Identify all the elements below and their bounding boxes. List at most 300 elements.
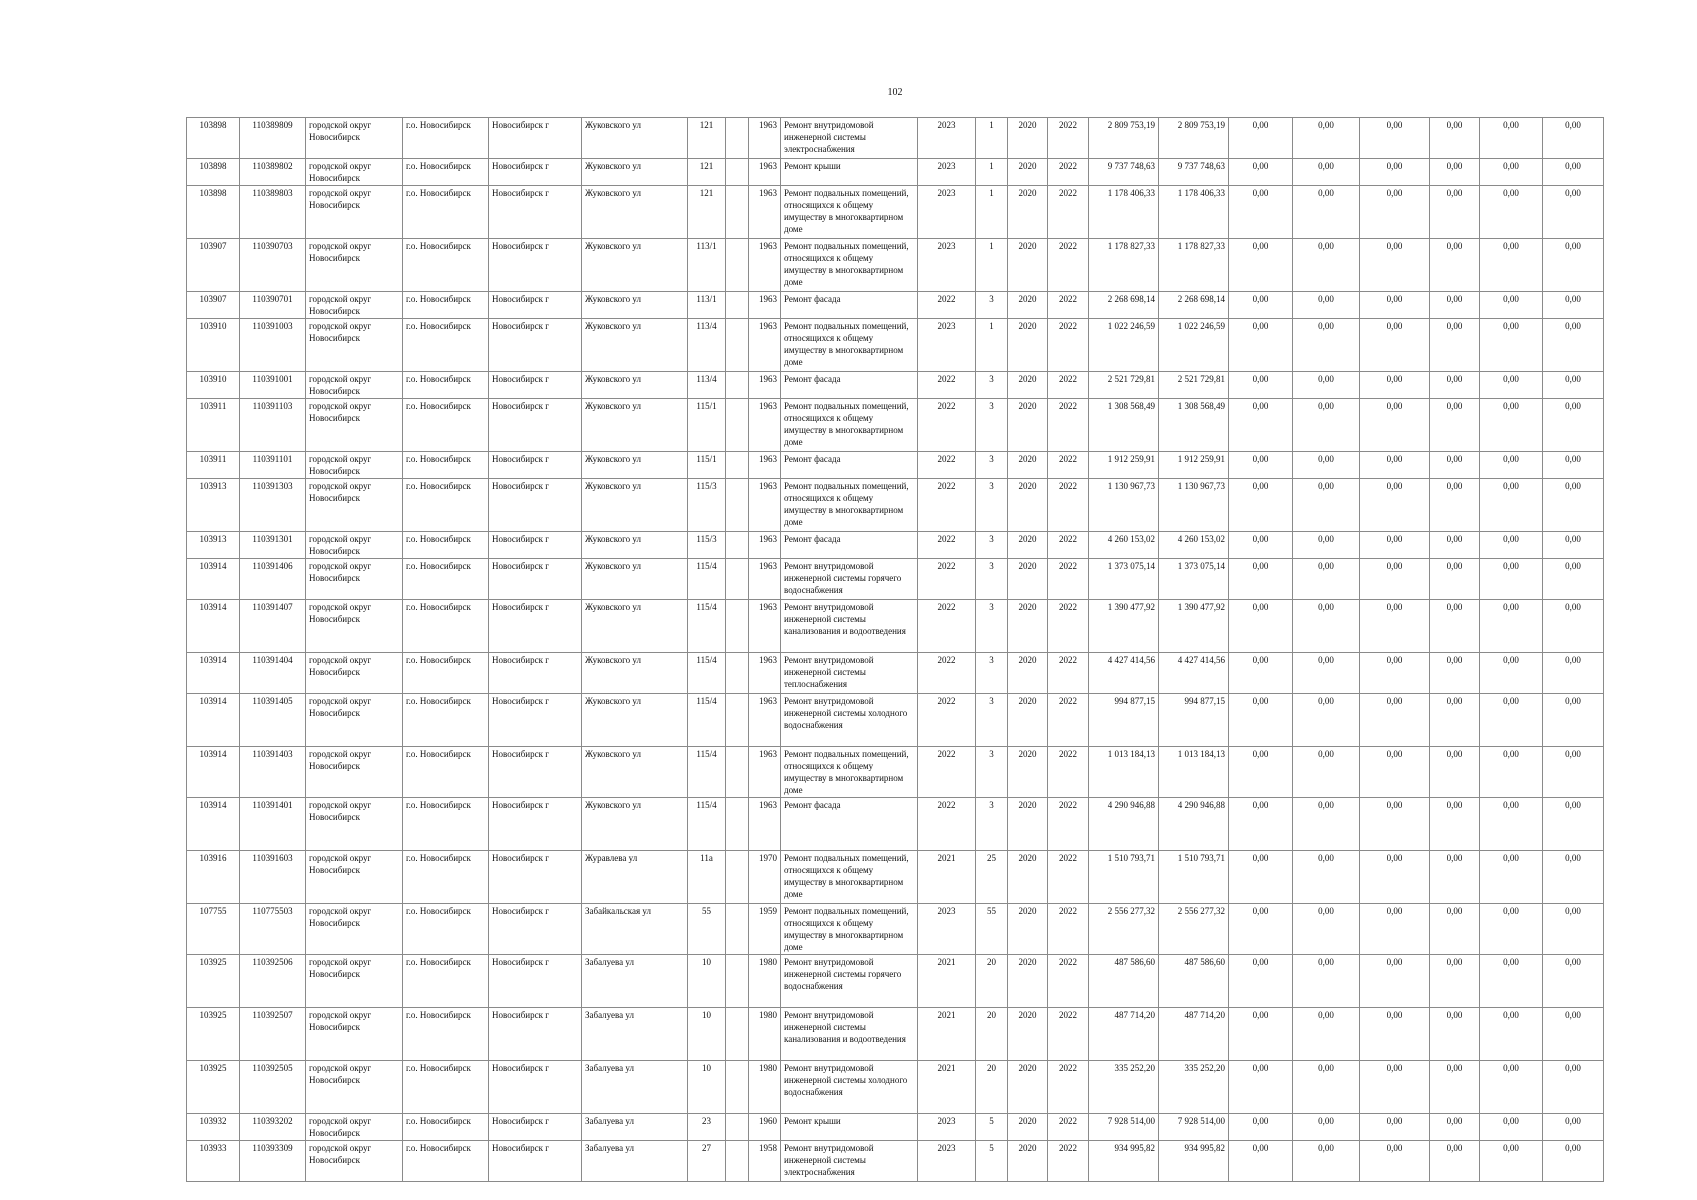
cell-value-5: 0,00: [1480, 186, 1543, 239]
cell-value-2: 0,00: [1293, 159, 1360, 186]
cell-district: г.о. Новосибирск: [403, 851, 489, 904]
cell-building: [726, 851, 749, 904]
cell-value-4: 0,00: [1430, 559, 1480, 600]
cell-object-id: 103914: [187, 559, 240, 600]
cell-city: Новосибирск г: [489, 292, 582, 319]
cell-building: [726, 118, 749, 159]
cell-plan-year: 2021: [918, 1061, 976, 1114]
cell-work-id: 110391401: [240, 798, 306, 851]
cell-start-year: 2020: [1008, 600, 1048, 653]
cell-value-5: 0,00: [1480, 292, 1543, 319]
cell-work-type: Ремонт крыши: [781, 159, 918, 186]
cell-end-year: 2022: [1048, 955, 1089, 1008]
cell-municipality: городской округ Новосибирск: [306, 159, 403, 186]
cell-priority: 3: [976, 532, 1008, 559]
cell-value-2: 0,00: [1293, 747, 1360, 798]
cell-house: 115/3: [688, 479, 726, 532]
cell-value-1: 0,00: [1229, 653, 1293, 694]
cell-district: г.о. Новосибирск: [403, 1114, 489, 1141]
cell-building: [726, 1114, 749, 1141]
cell-object-id: 103925: [187, 955, 240, 1008]
cell-street: Жуковского ул: [582, 653, 688, 694]
cell-cost-total: 487 714,20: [1089, 1008, 1159, 1061]
cell-object-id: 103910: [187, 372, 240, 399]
cell-value-5: 0,00: [1480, 399, 1543, 452]
cell-municipality: городской округ Новосибирск: [306, 532, 403, 559]
cell-value-6: 0,00: [1543, 452, 1604, 479]
cell-district: г.о. Новосибирск: [403, 694, 489, 747]
cell-cost-total: 1 510 793,71: [1089, 851, 1159, 904]
cell-object-id: 103914: [187, 694, 240, 747]
cell-end-year: 2022: [1048, 1061, 1089, 1114]
cell-value-6: 0,00: [1543, 239, 1604, 292]
cell-house: 10: [688, 955, 726, 1008]
cell-street: Жуковского ул: [582, 399, 688, 452]
cell-work-id: 110391001: [240, 372, 306, 399]
cell-street: Забалуева ул: [582, 1141, 688, 1182]
cell-value-6: 0,00: [1543, 1008, 1604, 1061]
cell-street: Жуковского ул: [582, 186, 688, 239]
cell-municipality: городской округ Новосибирск: [306, 186, 403, 239]
cell-city: Новосибирск г: [489, 904, 582, 955]
cell-value-3: 0,00: [1360, 399, 1430, 452]
cell-value-6: 0,00: [1543, 955, 1604, 1008]
cell-value-4: 0,00: [1430, 1008, 1480, 1061]
cell-city: Новосибирск г: [489, 694, 582, 747]
cell-cost-total: 335 252,20: [1089, 1061, 1159, 1114]
cell-priority: 1: [976, 239, 1008, 292]
cell-cost-fund: 2 521 729,81: [1159, 372, 1229, 399]
cell-municipality: городской округ Новосибирск: [306, 118, 403, 159]
table-row: [187, 532, 1604, 559]
cell-value-2: 0,00: [1293, 372, 1360, 399]
cell-cost-total: 1 130 967,73: [1089, 479, 1159, 532]
cell-value-6: 0,00: [1543, 186, 1604, 239]
cell-cost-total: 4 427 414,56: [1089, 653, 1159, 694]
cell-start-year: 2020: [1008, 798, 1048, 851]
cell-value-3: 0,00: [1360, 239, 1430, 292]
page-number: 102: [887, 87, 903, 98]
cell-work-type: Ремонт подвальных помещений, относящихся к общему имуществу в многоквартирном доме: [781, 479, 918, 532]
cell-value-2: 0,00: [1293, 559, 1360, 600]
cell-work-id: 110391303: [240, 479, 306, 532]
cell-plan-year: 2021: [918, 955, 976, 1008]
cell-cost-fund: 1 390 477,92: [1159, 600, 1229, 653]
cell-cost-total: 4 290 946,88: [1089, 798, 1159, 851]
cell-street: Жуковского ул: [582, 559, 688, 600]
cell-building: [726, 159, 749, 186]
cell-work-type: Ремонт внутридомовой инженерной системы электроснабжения: [781, 1141, 918, 1182]
cell-value-1: 0,00: [1229, 1114, 1293, 1141]
cell-object-id: 103907: [187, 292, 240, 319]
cell-cost-total: 934 995,82: [1089, 1141, 1159, 1182]
table-row: [187, 1008, 1604, 1061]
cell-value-2: 0,00: [1293, 292, 1360, 319]
cell-city: Новосибирск г: [489, 239, 582, 292]
cell-city: Новосибирск г: [489, 851, 582, 904]
cell-value-1: 0,00: [1229, 159, 1293, 186]
cell-cost-fund: 1 022 246,59: [1159, 319, 1229, 372]
cell-district: г.о. Новосибирск: [403, 955, 489, 1008]
cell-street: Жуковского ул: [582, 239, 688, 292]
cell-value-2: 0,00: [1293, 1008, 1360, 1061]
cell-value-5: 0,00: [1480, 798, 1543, 851]
cell-plan-year: 2022: [918, 747, 976, 798]
cell-value-3: 0,00: [1360, 798, 1430, 851]
cell-value-2: 0,00: [1293, 1141, 1360, 1182]
cell-work-id: 110391101: [240, 452, 306, 479]
cell-value-3: 0,00: [1360, 372, 1430, 399]
table-row: [187, 372, 1604, 399]
cell-district: г.о. Новосибирск: [403, 239, 489, 292]
cell-cost-total: 7 928 514,00: [1089, 1114, 1159, 1141]
cell-value-1: 0,00: [1229, 452, 1293, 479]
cell-value-2: 0,00: [1293, 239, 1360, 292]
cell-start-year: 2020: [1008, 292, 1048, 319]
cell-house: 115/4: [688, 559, 726, 600]
cell-start-year: 2020: [1008, 118, 1048, 159]
cell-priority: 25: [976, 851, 1008, 904]
cell-street: Жуковского ул: [582, 372, 688, 399]
cell-building: [726, 1061, 749, 1114]
cell-start-year: 2020: [1008, 559, 1048, 600]
cell-plan-year: 2021: [918, 1008, 976, 1061]
cell-end-year: 2022: [1048, 1114, 1089, 1141]
cell-cost-fund: 4 427 414,56: [1159, 653, 1229, 694]
cell-value-6: 0,00: [1543, 1141, 1604, 1182]
cell-work-type: Ремонт внутридомовой инженерной системы канализования и водоотведения: [781, 1008, 918, 1061]
cell-value-1: 0,00: [1229, 1061, 1293, 1114]
cell-work-type: Ремонт подвальных помещений, относящихся к общему имуществу в многоквартирном доме: [781, 319, 918, 372]
cell-house: 113/1: [688, 239, 726, 292]
cell-work-type: Ремонт внутридомовой инженерной системы горячего водоснабжения: [781, 559, 918, 600]
cell-value-5: 0,00: [1480, 118, 1543, 159]
cell-municipality: городской округ Новосибирск: [306, 904, 403, 955]
cell-value-5: 0,00: [1480, 479, 1543, 532]
cell-value-6: 0,00: [1543, 600, 1604, 653]
cell-priority: 20: [976, 1008, 1008, 1061]
cell-cost-total: 2 556 277,32: [1089, 904, 1159, 955]
cell-cost-fund: 1 130 967,73: [1159, 479, 1229, 532]
cell-priority: 1: [976, 319, 1008, 372]
cell-start-year: 2020: [1008, 159, 1048, 186]
cell-year-built: 1980: [749, 1008, 781, 1061]
cell-value-5: 0,00: [1480, 319, 1543, 372]
cell-building: [726, 559, 749, 600]
cell-work-type: Ремонт внутридомовой инженерной системы канализования и водоотведения: [781, 600, 918, 653]
cell-end-year: 2022: [1048, 479, 1089, 532]
table-row: [187, 292, 1604, 319]
cell-street: Жуковского ул: [582, 747, 688, 798]
cell-value-4: 0,00: [1430, 955, 1480, 1008]
cell-district: г.о. Новосибирск: [403, 452, 489, 479]
cell-municipality: городской округ Новосибирск: [306, 1114, 403, 1141]
cell-work-type: Ремонт фасада: [781, 532, 918, 559]
cell-work-type: Ремонт подвальных помещений, относящихся к общему имуществу в многоквартирном доме: [781, 186, 918, 239]
cell-end-year: 2022: [1048, 372, 1089, 399]
cell-object-id: 103913: [187, 479, 240, 532]
cell-value-1: 0,00: [1229, 851, 1293, 904]
cell-work-type: Ремонт внутридомовой инженерной системы горячего водоснабжения: [781, 955, 918, 1008]
cell-value-3: 0,00: [1360, 559, 1430, 600]
cell-work-type: Ремонт фасада: [781, 292, 918, 319]
cell-value-2: 0,00: [1293, 600, 1360, 653]
cell-municipality: городской округ Новосибирск: [306, 319, 403, 372]
cell-object-id: 103898: [187, 118, 240, 159]
cell-value-5: 0,00: [1480, 955, 1543, 1008]
cell-priority: 5: [976, 1141, 1008, 1182]
cell-object-id: 103933: [187, 1141, 240, 1182]
cell-value-3: 0,00: [1360, 319, 1430, 372]
table-row: [187, 118, 1604, 159]
cell-work-type: Ремонт подвальных помещений, относящихся к общему имуществу в многоквартирном доме: [781, 851, 918, 904]
table-row: [187, 851, 1604, 904]
cell-building: [726, 904, 749, 955]
table-row: [187, 600, 1604, 653]
cell-work-id: 110390703: [240, 239, 306, 292]
cell-year-built: 1963: [749, 159, 781, 186]
cell-value-4: 0,00: [1430, 159, 1480, 186]
cell-city: Новосибирск г: [489, 1008, 582, 1061]
cell-value-4: 0,00: [1430, 452, 1480, 479]
cell-value-6: 0,00: [1543, 694, 1604, 747]
cell-value-4: 0,00: [1430, 694, 1480, 747]
cell-plan-year: 2023: [918, 1114, 976, 1141]
cell-value-6: 0,00: [1543, 399, 1604, 452]
cell-street: Забалуева ул: [582, 1061, 688, 1114]
cell-end-year: 2022: [1048, 452, 1089, 479]
cell-building: [726, 600, 749, 653]
cell-cost-total: 487 586,60: [1089, 955, 1159, 1008]
table-row: [187, 694, 1604, 747]
cell-street: Забайкальская ул: [582, 904, 688, 955]
cell-object-id: 103911: [187, 452, 240, 479]
cell-year-built: 1963: [749, 694, 781, 747]
cell-district: г.о. Новосибирск: [403, 159, 489, 186]
cell-plan-year: 2022: [918, 653, 976, 694]
cell-start-year: 2020: [1008, 399, 1048, 452]
cell-municipality: городской округ Новосибирск: [306, 600, 403, 653]
cell-value-6: 0,00: [1543, 372, 1604, 399]
table-row: [187, 399, 1604, 452]
cell-work-type: Ремонт подвальных помещений, относящихся к общему имуществу в многоквартирном доме: [781, 904, 918, 955]
cell-street: Забалуева ул: [582, 955, 688, 1008]
cell-end-year: 2022: [1048, 532, 1089, 559]
table-row: [187, 653, 1604, 694]
cell-district: г.о. Новосибирск: [403, 653, 489, 694]
cell-year-built: 1963: [749, 479, 781, 532]
cell-cost-total: 1 022 246,59: [1089, 319, 1159, 372]
cell-value-2: 0,00: [1293, 851, 1360, 904]
cell-value-2: 0,00: [1293, 1114, 1360, 1141]
cell-object-id: 103932: [187, 1114, 240, 1141]
cell-object-id: 103916: [187, 851, 240, 904]
cell-street: Забалуева ул: [582, 1114, 688, 1141]
cell-year-built: 1963: [749, 600, 781, 653]
cell-plan-year: 2023: [918, 186, 976, 239]
cell-priority: 55: [976, 904, 1008, 955]
cell-value-1: 0,00: [1229, 694, 1293, 747]
cell-cost-fund: 1 373 075,14: [1159, 559, 1229, 600]
cell-end-year: 2022: [1048, 904, 1089, 955]
cell-value-5: 0,00: [1480, 904, 1543, 955]
cell-work-id: 110393309: [240, 1141, 306, 1182]
cell-value-5: 0,00: [1480, 452, 1543, 479]
cell-value-6: 0,00: [1543, 559, 1604, 600]
cell-start-year: 2020: [1008, 851, 1048, 904]
cell-year-built: 1958: [749, 1141, 781, 1182]
table-row: [187, 239, 1604, 292]
cell-end-year: 2022: [1048, 1008, 1089, 1061]
cell-municipality: городской округ Новосибирск: [306, 653, 403, 694]
cell-object-id: 103925: [187, 1061, 240, 1114]
cell-cost-fund: 934 995,82: [1159, 1141, 1229, 1182]
cell-cost-total: 1 178 406,33: [1089, 186, 1159, 239]
cell-cost-fund: 1 912 259,91: [1159, 452, 1229, 479]
cell-district: г.о. Новосибирск: [403, 186, 489, 239]
cell-priority: 3: [976, 653, 1008, 694]
cell-municipality: городской округ Новосибирск: [306, 372, 403, 399]
cell-value-4: 0,00: [1430, 1061, 1480, 1114]
cell-city: Новосибирск г: [489, 1114, 582, 1141]
cell-end-year: 2022: [1048, 292, 1089, 319]
cell-cost-fund: 1 178 406,33: [1159, 186, 1229, 239]
cell-house: 27: [688, 1141, 726, 1182]
cell-city: Новосибирск г: [489, 479, 582, 532]
cell-district: г.о. Новосибирск: [403, 479, 489, 532]
cell-building: [726, 372, 749, 399]
cell-cost-fund: 4 260 153,02: [1159, 532, 1229, 559]
cell-street: Жуковского ул: [582, 479, 688, 532]
cell-cost-fund: 335 252,20: [1159, 1061, 1229, 1114]
cell-municipality: городской округ Новосибирск: [306, 1008, 403, 1061]
cell-cost-fund: 2 809 753,19: [1159, 118, 1229, 159]
cell-building: [726, 186, 749, 239]
cell-district: г.о. Новосибирск: [403, 904, 489, 955]
cell-year-built: 1963: [749, 532, 781, 559]
cell-end-year: 2022: [1048, 694, 1089, 747]
cell-value-4: 0,00: [1430, 186, 1480, 239]
cell-priority: 20: [976, 955, 1008, 1008]
cell-city: Новосибирск г: [489, 600, 582, 653]
cell-cost-total: 1 308 568,49: [1089, 399, 1159, 452]
cell-house: 10: [688, 1008, 726, 1061]
cell-plan-year: 2023: [918, 239, 976, 292]
cell-object-id: 103898: [187, 186, 240, 239]
cell-work-id: 110391003: [240, 319, 306, 372]
cell-municipality: городской округ Новосибирск: [306, 399, 403, 452]
cell-priority: 3: [976, 372, 1008, 399]
cell-street: Жуковского ул: [582, 798, 688, 851]
cell-end-year: 2022: [1048, 159, 1089, 186]
cell-cost-fund: 2 268 698,14: [1159, 292, 1229, 319]
cell-year-built: 1963: [749, 292, 781, 319]
cell-building: [726, 319, 749, 372]
cell-district: г.о. Новосибирск: [403, 372, 489, 399]
cell-value-4: 0,00: [1430, 292, 1480, 319]
cell-plan-year: 2022: [918, 452, 976, 479]
cell-year-built: 1963: [749, 319, 781, 372]
cell-building: [726, 1008, 749, 1061]
cell-municipality: городской округ Новосибирск: [306, 1141, 403, 1182]
cell-cost-fund: 1 013 184,13: [1159, 747, 1229, 798]
cell-plan-year: 2022: [918, 399, 976, 452]
cell-end-year: 2022: [1048, 653, 1089, 694]
cell-plan-year: 2022: [918, 798, 976, 851]
table-row: [187, 319, 1604, 372]
cell-house: 121: [688, 118, 726, 159]
cell-building: [726, 1141, 749, 1182]
cell-value-5: 0,00: [1480, 747, 1543, 798]
cell-object-id: 103925: [187, 1008, 240, 1061]
cell-plan-year: 2023: [918, 1141, 976, 1182]
cell-priority: 20: [976, 1061, 1008, 1114]
cell-house: 11а: [688, 851, 726, 904]
cell-start-year: 2020: [1008, 532, 1048, 559]
cell-value-4: 0,00: [1430, 479, 1480, 532]
cell-value-2: 0,00: [1293, 186, 1360, 239]
cell-municipality: городской округ Новосибирск: [306, 798, 403, 851]
cell-value-2: 0,00: [1293, 479, 1360, 532]
cell-value-5: 0,00: [1480, 600, 1543, 653]
cell-house: 115/1: [688, 452, 726, 479]
table-row: [187, 559, 1604, 600]
cell-value-1: 0,00: [1229, 1008, 1293, 1061]
cell-value-5: 0,00: [1480, 1114, 1543, 1141]
cell-value-3: 0,00: [1360, 653, 1430, 694]
cell-value-4: 0,00: [1430, 239, 1480, 292]
cell-plan-year: 2022: [918, 292, 976, 319]
cell-cost-total: 2 809 753,19: [1089, 118, 1159, 159]
cell-priority: 5: [976, 1114, 1008, 1141]
cell-municipality: городской округ Новосибирск: [306, 851, 403, 904]
cell-start-year: 2020: [1008, 239, 1048, 292]
cell-value-5: 0,00: [1480, 372, 1543, 399]
cell-cost-fund: 1 308 568,49: [1159, 399, 1229, 452]
cell-cost-total: 2 521 729,81: [1089, 372, 1159, 399]
cell-end-year: 2022: [1048, 851, 1089, 904]
cell-value-1: 0,00: [1229, 292, 1293, 319]
cell-plan-year: 2022: [918, 559, 976, 600]
cell-year-built: 1963: [749, 653, 781, 694]
cell-district: г.о. Новосибирск: [403, 1008, 489, 1061]
cell-end-year: 2022: [1048, 747, 1089, 798]
cell-cost-fund: 1 178 827,33: [1159, 239, 1229, 292]
cell-object-id: 103914: [187, 798, 240, 851]
cell-house: 23: [688, 1114, 726, 1141]
cell-value-3: 0,00: [1360, 1008, 1430, 1061]
cell-district: г.о. Новосибирск: [403, 118, 489, 159]
cell-work-id: 110390701: [240, 292, 306, 319]
cell-street: Забалуева ул: [582, 1008, 688, 1061]
cell-work-id: 110391405: [240, 694, 306, 747]
cell-value-3: 0,00: [1360, 118, 1430, 159]
cell-priority: 3: [976, 747, 1008, 798]
cell-cost-fund: 2 556 277,32: [1159, 904, 1229, 955]
cell-year-built: 1963: [749, 747, 781, 798]
cell-work-id: 110391407: [240, 600, 306, 653]
cell-district: г.о. Новосибирск: [403, 1061, 489, 1114]
table-row: [187, 955, 1604, 1008]
cell-street: Жуковского ул: [582, 600, 688, 653]
cell-value-6: 0,00: [1543, 798, 1604, 851]
cell-object-id: 103913: [187, 532, 240, 559]
cell-value-1: 0,00: [1229, 1141, 1293, 1182]
cell-municipality: городской округ Новосибирск: [306, 479, 403, 532]
table-row: [187, 904, 1604, 955]
cell-object-id: 103907: [187, 239, 240, 292]
cell-value-3: 0,00: [1360, 747, 1430, 798]
